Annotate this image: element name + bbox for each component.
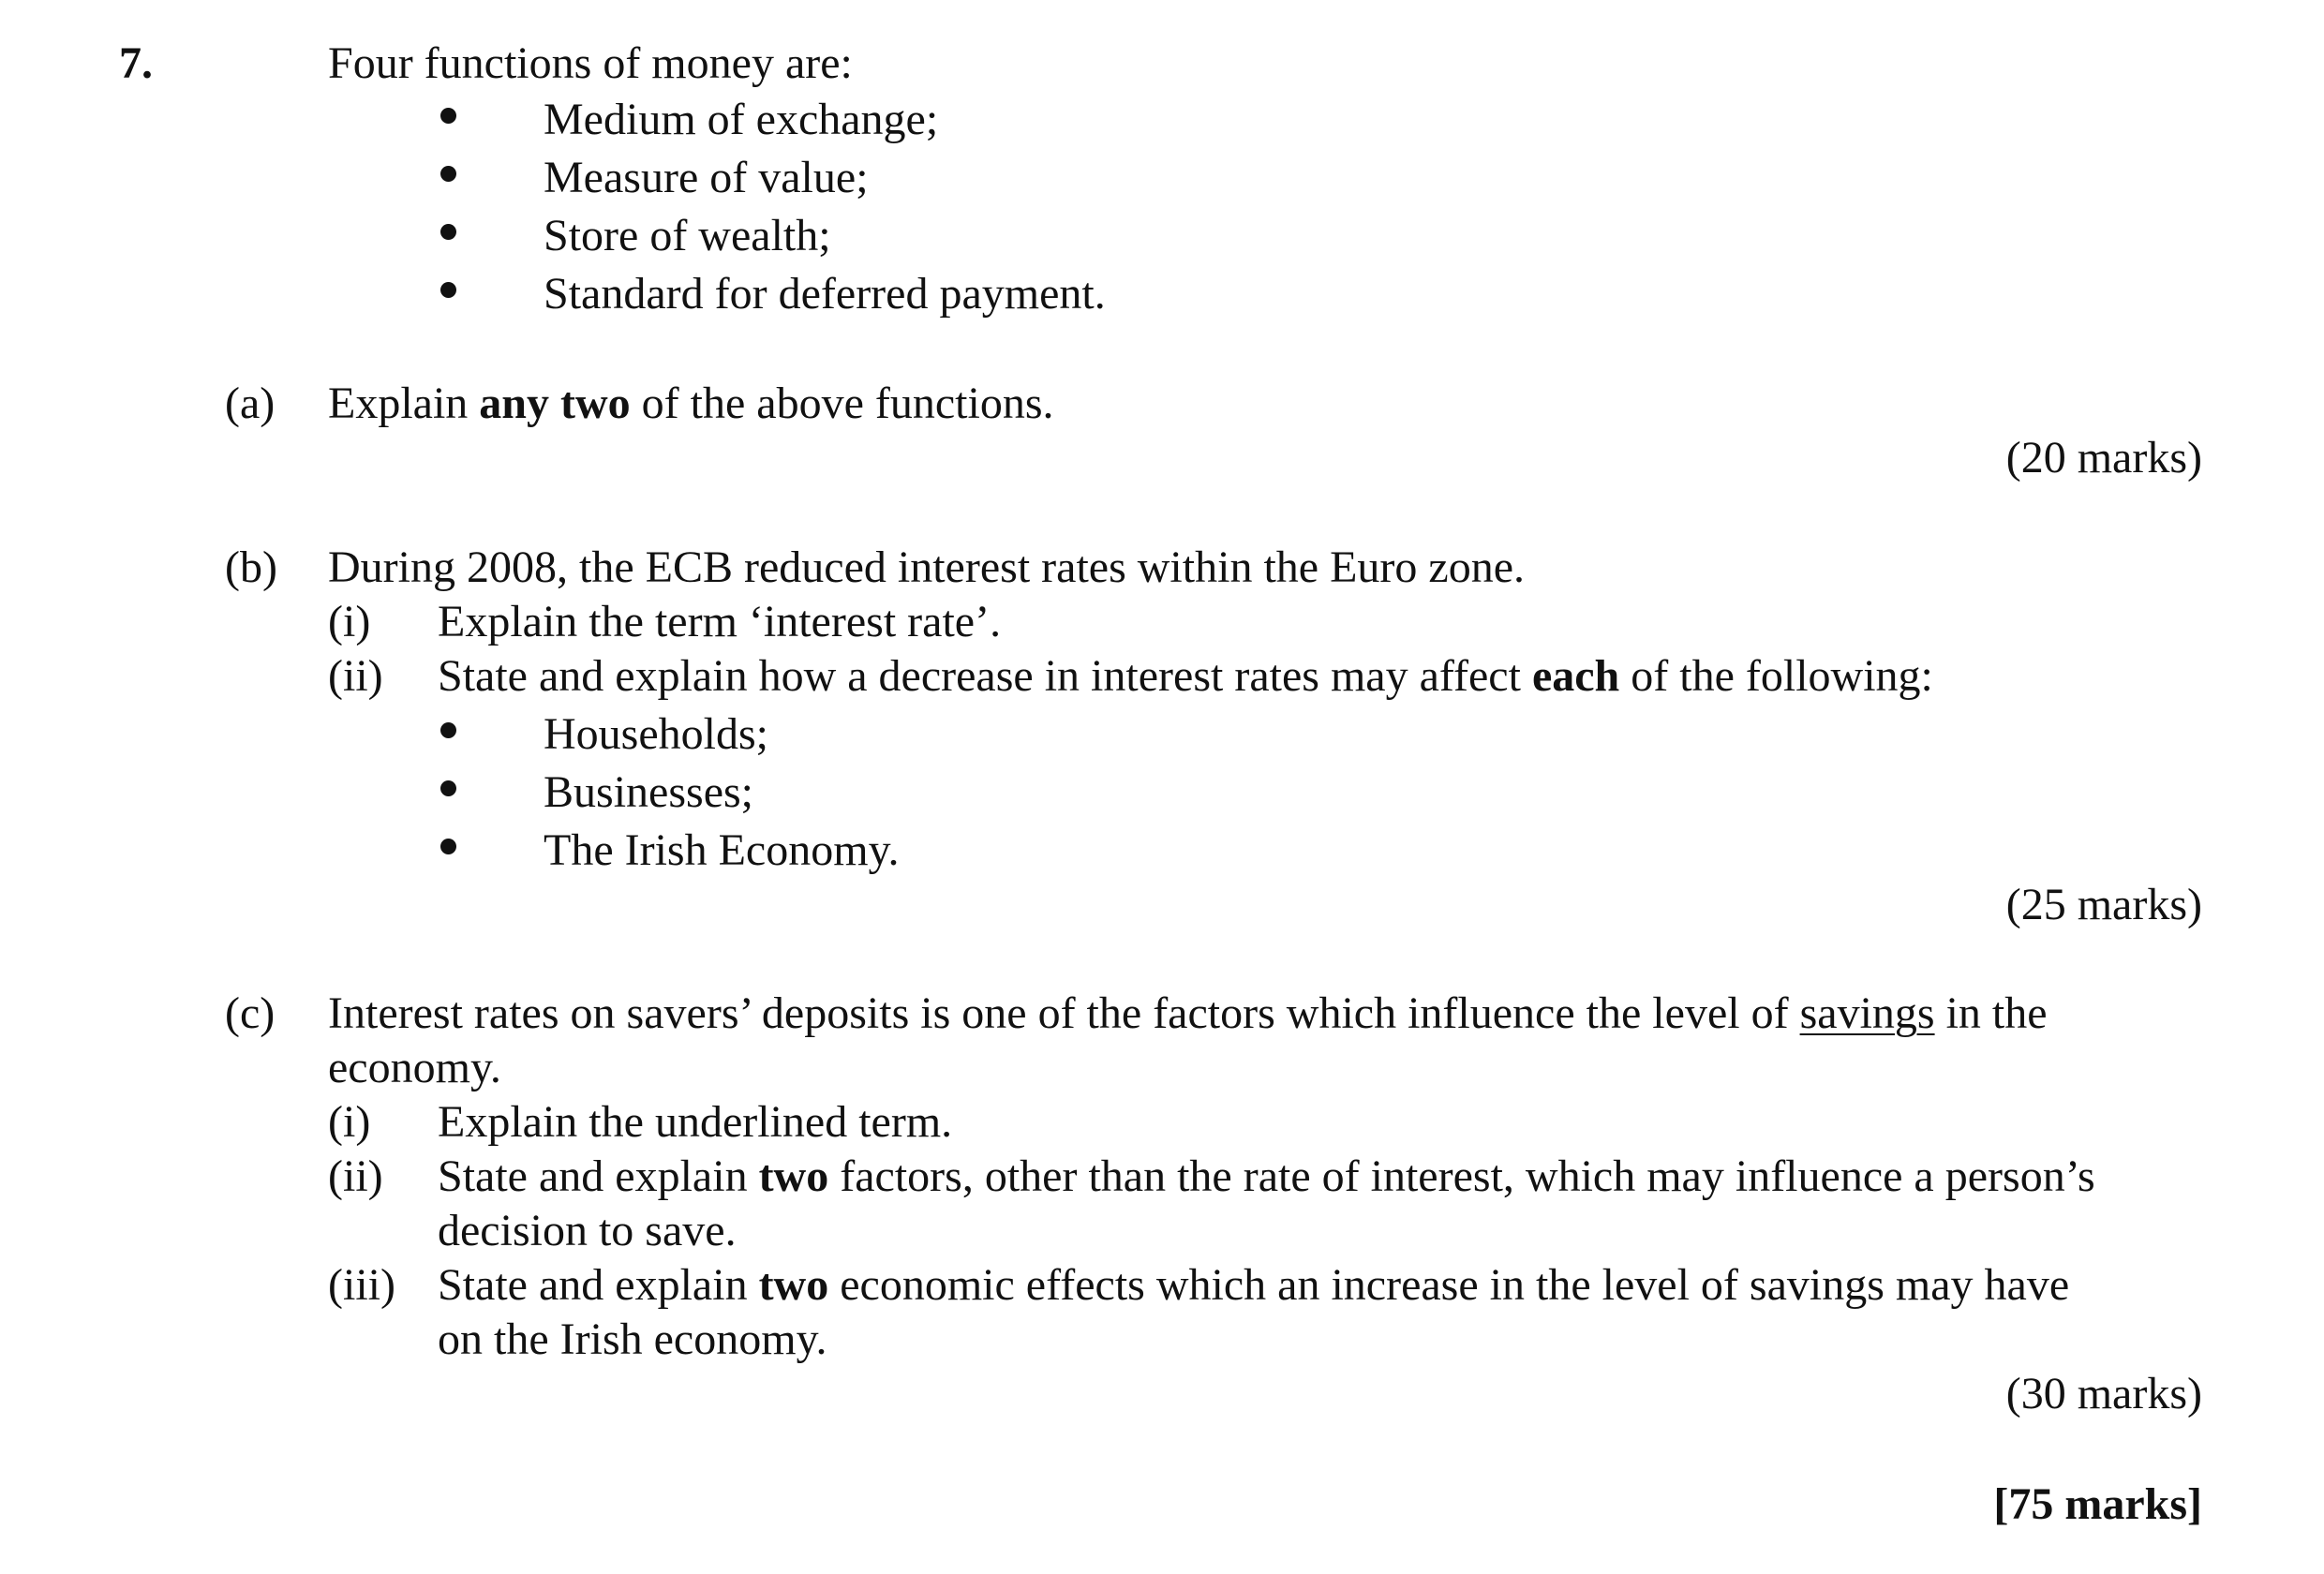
part-c-text-line2: economy.: [328, 1043, 501, 1092]
part-a-label: (a): [225, 379, 276, 428]
part-c-text: Interest rates on savers’ deposits is one of the factors which influence the level of savings in the: [328, 988, 2048, 1038]
part-b-ii-text: State and explain how a decrease in interest rates may affect each of the following:: [438, 651, 1933, 701]
part-b-i-label: (i): [328, 597, 371, 646]
question-intro: Four functions of money are:: [328, 38, 853, 88]
bullet-icon: [440, 108, 456, 124]
effect-item: Businesses;: [544, 767, 754, 817]
question-number: 7.: [119, 38, 153, 88]
function-item: Measure of value;: [544, 153, 869, 202]
part-b-ii-label: (ii): [328, 651, 383, 701]
bullet-icon: [440, 722, 456, 738]
part-c-iii-label: (iii): [328, 1260, 395, 1310]
part-b-i-text: Explain the term ‘interest rate’.: [438, 597, 1002, 646]
total-marks: [75 marks]: [1993, 1479, 2202, 1529]
bullet-icon: [440, 839, 456, 854]
function-item: Store of wealth;: [544, 211, 831, 260]
part-c-ii-text: State and explain two factors, other than the rate of interest, which may influence a person’s: [438, 1151, 2095, 1201]
bullet-icon: [440, 282, 456, 298]
bullet-icon: [440, 780, 456, 796]
part-c-ii-text-line2: decision to save.: [438, 1206, 737, 1255]
bullet-icon: [440, 166, 456, 182]
effect-item: Households;: [544, 709, 768, 759]
part-b-marks: (25 marks): [2005, 880, 2202, 929]
part-c-i-text: Explain the underlined term.: [438, 1097, 953, 1147]
part-b-text: During 2008, the ECB reduced interest rates within the Euro zone.: [328, 542, 1525, 592]
function-item: Medium of exchange;: [544, 95, 939, 144]
function-item: Standard for deferred payment.: [544, 269, 1106, 319]
part-a-marks: (20 marks): [2005, 433, 2202, 483]
underlined-term: savings: [1799, 988, 1935, 1038]
effect-item: The Irish Economy.: [544, 825, 900, 875]
bullet-icon: [440, 224, 456, 240]
part-c-iii-text-line2: on the Irish economy.: [438, 1314, 827, 1364]
part-c-ii-label: (ii): [328, 1151, 383, 1201]
part-a-text: Explain any two of the above functions.: [328, 379, 1054, 428]
part-b-label: (b): [225, 542, 277, 592]
part-c-i-label: (i): [328, 1097, 371, 1147]
part-c-label: (c): [225, 988, 276, 1038]
part-c-iii-text: State and explain two economic effects which an increase in the level of savings may have: [438, 1260, 2070, 1310]
part-c-marks: (30 marks): [2005, 1369, 2202, 1418]
